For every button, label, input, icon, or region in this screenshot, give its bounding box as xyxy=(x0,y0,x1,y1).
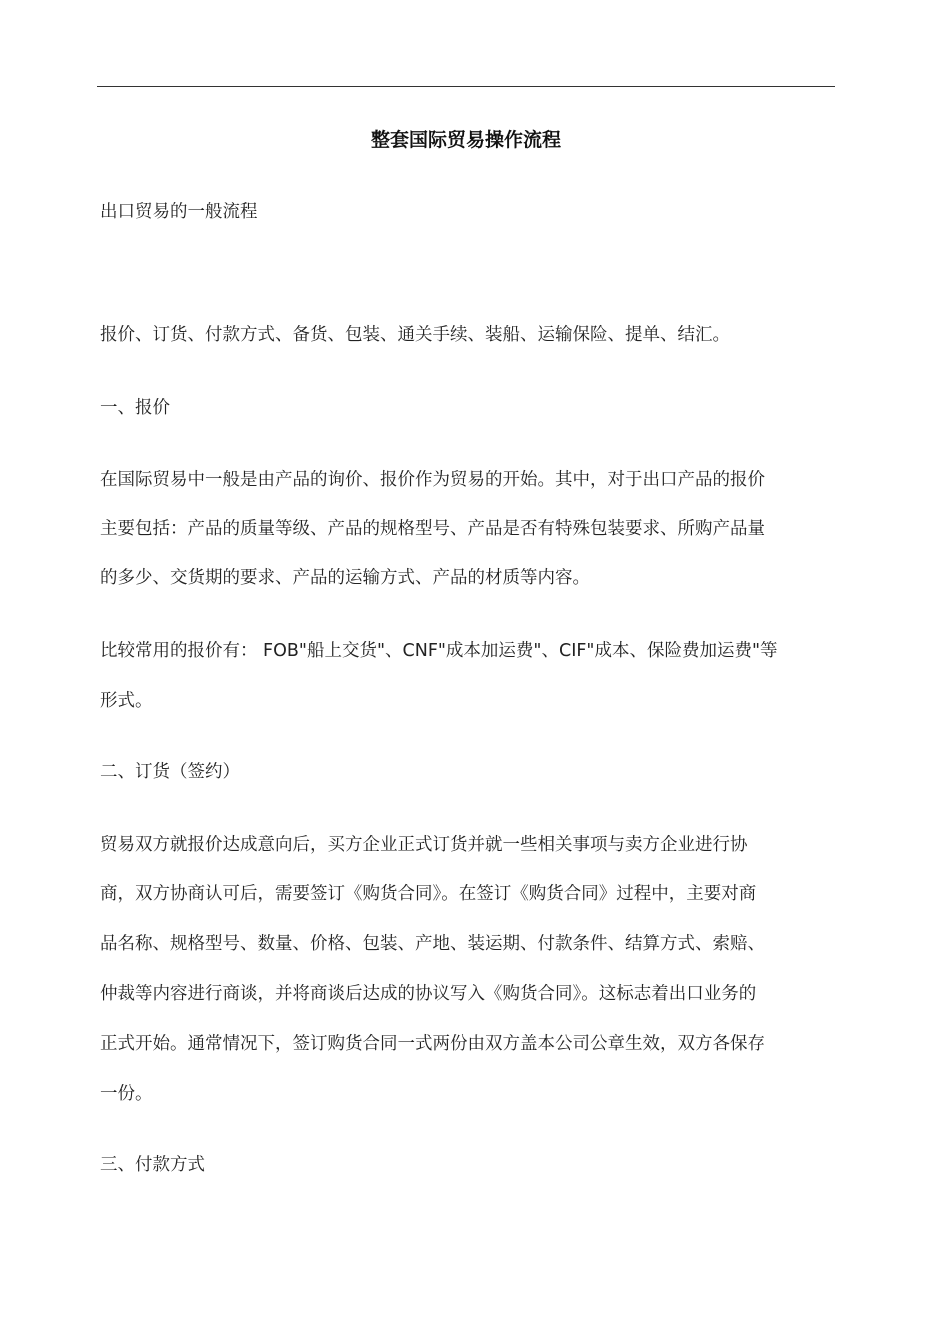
overview-paragraph: 报价、订货、付款方式、备货、包装、通关手续、装船、运输保险、提单、结汇。 xyxy=(100,325,730,345)
section-heading-ordering: 二、订货（签约） xyxy=(100,762,240,782)
section-heading-payment: 三、付款方式 xyxy=(100,1155,205,1175)
paragraph-line: 商，双方协商认可后，需要签订《购货合同》。在签订《购货合同》过程中，主要对商 xyxy=(100,884,757,904)
paragraph-line: 在国际贸易中一般是由产品的询价、报价作为贸易的开始。其中，对于出口产品的报价 xyxy=(100,470,765,490)
section-heading-quotation: 一、报价 xyxy=(100,398,170,418)
paragraph-line: 一份。 xyxy=(100,1084,153,1104)
paragraph-line: 贸易双方就报价达成意向后，买方企业正式订货并就一些相关事项与卖方企业进行协 xyxy=(100,835,748,855)
header-rule xyxy=(97,86,835,87)
paragraph-line: 主要包括：产品的质量等级、产品的规格型号、产品是否有特殊包装要求、所购产品量 xyxy=(100,519,765,539)
paragraph-line: 正式开始。通常情况下，签订购货合同一式两份由双方盖本公司公章生效，双方各保存 xyxy=(100,1034,765,1054)
paragraph-line: 比较常用的报价有： FOB"船上交货"、CNF"成本加运费"、CIF"成本、保险费加运费"等 xyxy=(100,641,778,661)
paragraph-line: 仲裁等内容进行商谈，并将商谈后达成的协议写入《购货合同》。这标志着出口业务的 xyxy=(100,984,757,1004)
paragraph-line: 的多少、交货期的要求、产品的运输方式、产品的材质等内容。 xyxy=(100,568,590,588)
document-subtitle: 出口贸易的一般流程 xyxy=(100,202,258,222)
document-title: 整套国际贸易操作流程 xyxy=(370,129,561,151)
paragraph-line: 形式。 xyxy=(100,691,153,711)
paragraph-line: 品名称、规格型号、数量、价格、包装、产地、装运期、付款条件、结算方式、索赔、 xyxy=(100,934,765,954)
